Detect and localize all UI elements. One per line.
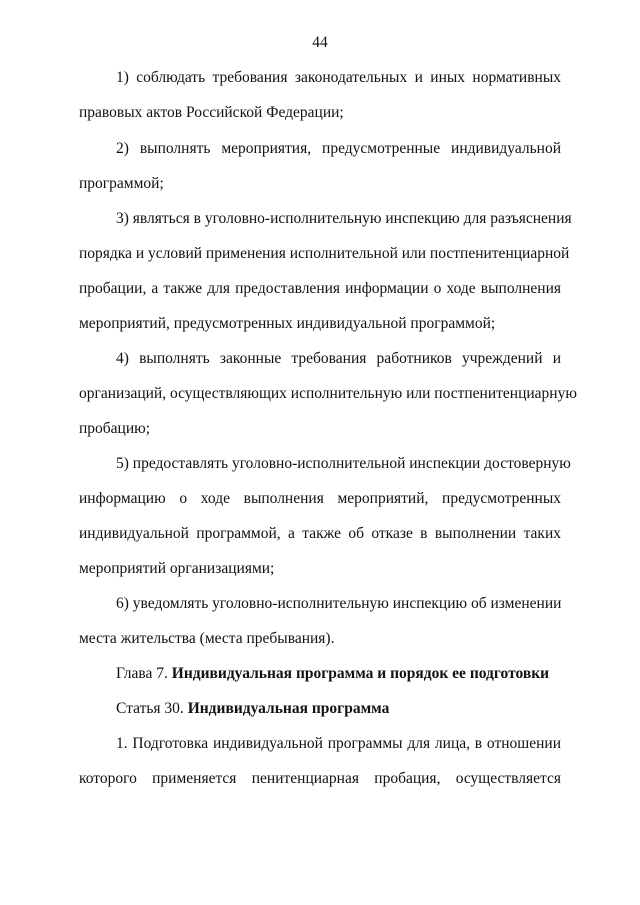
text-line: которого применяется пенитенциарная пробация, осуществляется	[79, 770, 561, 787]
text-line: мероприятий, предусмотренных индивидуальной программой;	[79, 315, 496, 332]
text-line: порядка и условий применения исполнительной или постпенитенциарной	[79, 245, 570, 262]
text-line: индивидуальной программой, а также об отказе в выполнении таких	[79, 525, 561, 542]
text-line: 4) выполнять законные требования работников учреждений и	[116, 350, 561, 367]
text-line: 1. Подготовка индивидуальной программы для лица, в отношении	[116, 735, 561, 752]
text-line: мероприятий организациями;	[79, 560, 275, 577]
article-label: Статья 30.	[116, 700, 188, 717]
chapter-heading	[116, 664, 561, 684]
chapter-label: Глава 7.	[116, 665, 172, 682]
text-line: 3) являться в уголовно-исполнительную инспекцию для разъяснения	[116, 210, 572, 227]
text-line: места жительства (места пребывания).	[79, 630, 335, 647]
text-line: программой;	[79, 175, 164, 192]
text-line: 2) выполнять мероприятия, предусмотренные индивидуальной	[116, 140, 561, 157]
article-title: Индивидуальная программа	[187, 700, 390, 717]
text-line: информацию о ходе выполнения мероприятий, предусмотренных	[79, 490, 561, 507]
text-line: 5) предоставлять уголовно-исполнительной инспекции достоверную	[116, 455, 571, 472]
text-line: 1) соблюдать требования законодательных и иных нормативных	[116, 69, 561, 86]
page-number: 44	[312, 34, 328, 51]
text-line: пробации, а также для предоставления информации о ходе выполнения	[79, 280, 561, 297]
chapter-title: Индивидуальная программа и порядок ее подготовки	[171, 665, 550, 682]
text-line: пробацию;	[79, 420, 151, 437]
text-line: правовых актов Российской Федерации;	[79, 104, 344, 121]
text-line: 6) уведомлять уголовно-исполнительную инспекцию об изменении	[116, 595, 562, 612]
article-heading	[116, 699, 561, 719]
text-line: организаций, осуществляющих исполнительную или постпенитенциарную	[79, 385, 577, 402]
